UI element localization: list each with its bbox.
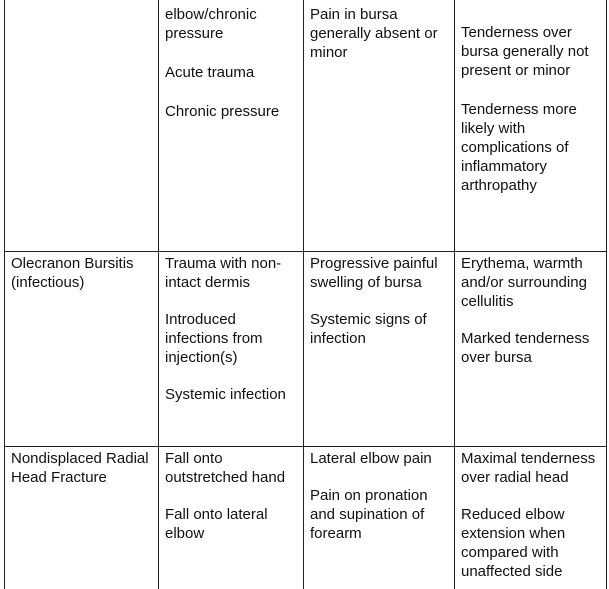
- cell-text: Tenderness more likely with complications of inflammatory arthropathy: [461, 101, 577, 194]
- cell-text: Pain on pronation and supination of forearm: [310, 487, 428, 542]
- cell-text: Fall onto outstretched hand: [165, 450, 286, 486]
- condition-cell: [5, 0, 159, 252]
- cell-text: Systemic signs of infection: [310, 311, 427, 347]
- cell-text: Introduced infections from injection(s): [165, 311, 263, 366]
- causes-cell: [159, 0, 304, 252]
- table-row: [5, 252, 607, 447]
- cell-text: Tenderness over bursa generally not present or minor: [461, 24, 589, 79]
- symptoms-cell: [304, 447, 455, 589]
- symptoms-cell: [304, 0, 455, 252]
- cell-text: Pain in bursa generally absent or minor: [310, 6, 438, 61]
- cell-text: Acute trauma: [165, 64, 255, 81]
- cell-text: Lateral elbow pain: [310, 450, 432, 467]
- table-row: [5, 0, 607, 252]
- cell-text: Progressive painful swelling of bursa: [310, 255, 438, 291]
- cell-text: Erythema, warmth and/or surrounding cellulitis: [461, 255, 587, 310]
- exam-cell: [455, 252, 607, 447]
- exam-cell: [455, 447, 607, 589]
- cell-text: Trauma with non-intact dermis: [165, 255, 282, 291]
- condition-name: Nondisplaced Radial Head Fracture: [11, 450, 149, 486]
- causes-cell: [159, 447, 304, 589]
- causes-cell: [159, 252, 304, 447]
- cell-text: Maximal tenderness over radial head: [461, 450, 596, 486]
- condition-name: Olecranon Bursitis (infectious): [11, 255, 134, 291]
- condition-cell: [5, 447, 159, 589]
- cell-text: Reduced elbow extension when compared with unaffected side: [461, 506, 566, 580]
- condition-cell: [5, 252, 159, 447]
- table-row: [5, 447, 607, 589]
- cell-text: Chronic pressure: [165, 103, 280, 120]
- cell-text: Systemic infection: [165, 386, 286, 403]
- cell-text: Fall onto lateral elbow: [165, 506, 268, 542]
- symptoms-cell: [304, 252, 455, 447]
- clinical-table: [4, 0, 607, 589]
- exam-cell: [455, 0, 607, 252]
- cell-text: Marked tenderness over bursa: [461, 330, 590, 366]
- cell-text: elbow/chronic pressure: [165, 6, 257, 42]
